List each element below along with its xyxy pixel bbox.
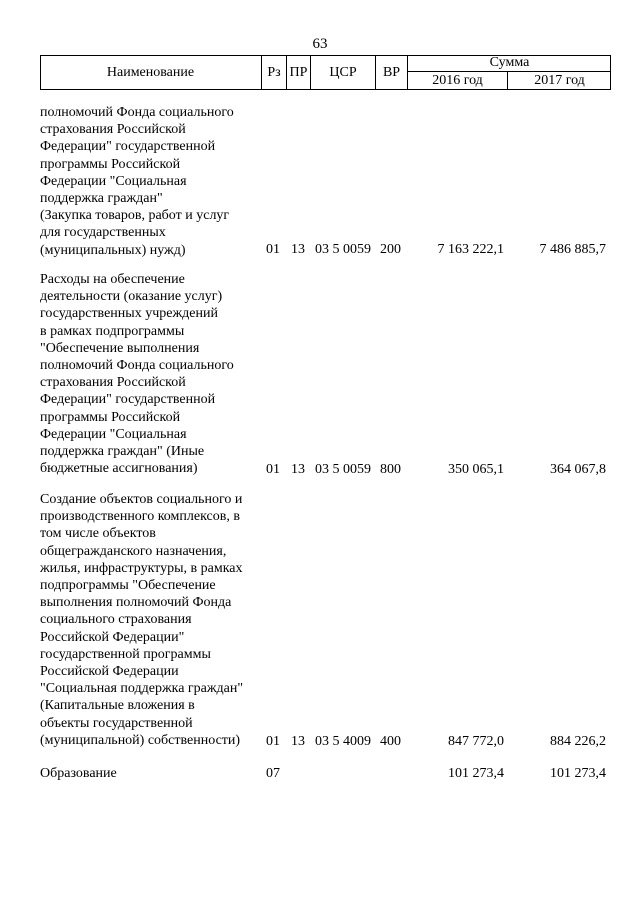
page-number: 63 (312, 36, 328, 52)
row-sum-2016: 7 163 222,1 (437, 242, 504, 257)
header-name: Наименование (40, 55, 262, 90)
row-name: Образование (40, 766, 117, 781)
row-csr: 03 5 0059 (315, 242, 371, 257)
row-sum-2017: 7 486 885,7 (539, 242, 606, 257)
row-pr: 13 (291, 462, 305, 477)
row-sum-2017: 101 273,4 (550, 766, 606, 781)
row-sum-2016: 847 772,0 (448, 734, 504, 749)
header-csr: ЦСР (311, 55, 376, 90)
header-pr: ПР (287, 55, 311, 90)
row-name: Расходы на обеспечение деятельности (оказание услуг) государственных учреждений в рамках подпрограммы "Обеспечение выполнения полномочий Фонда социального страхования Российской Федерации" государственной программы Российской Федерации "Социальная поддержка граждан" (Иные бюджетные ассигнования) (40, 272, 234, 477)
row-rz: 01 (266, 734, 280, 749)
row-name: полномочий Фонда социального страхования Российской Федерации" государственной программы Российской Федерации "Социальная поддержка граждан" (Закупка товаров, работ и услуг для государственных (муниципальных) нужд) (40, 105, 234, 258)
row-vr: 400 (380, 734, 401, 749)
row-pr: 13 (291, 734, 305, 749)
row-pr: 13 (291, 242, 305, 257)
header-year-2016: 2016 год (408, 71, 508, 90)
row-csr: 03 5 0059 (315, 462, 371, 477)
header-year-2017: 2017 год (534, 72, 585, 88)
row-sum-2016: 101 273,4 (448, 766, 504, 781)
header-vr: ВР (376, 55, 408, 90)
row-rz: 01 (266, 242, 280, 257)
row-rz: 07 (266, 766, 280, 781)
row-vr: 200 (380, 242, 401, 257)
row-sum-2016: 350 065,1 (448, 462, 504, 477)
row-sum-2017: 884 226,2 (550, 734, 606, 749)
header-rz: Рз (262, 55, 287, 90)
header-sum: Сумма (489, 55, 530, 70)
row-sum-2017: 364 067,8 (550, 462, 606, 477)
row-vr: 800 (380, 462, 401, 477)
row-rz: 01 (266, 462, 280, 477)
row-csr: 03 5 4009 (315, 734, 371, 749)
row-name: Создание объектов социального и производственного комплексов, в том числе объектов общегражданского назначения, жилья, инфраструктуры, в рамках подпрограммы "Обеспечение выполнения полномочий Фонда социального страхования Российской Федерации" государственной программы Российской Федерации "Социальная поддержка граждан" (Капитальные вложения в объекты государственной (муниципальной) собственности) (40, 492, 244, 748)
